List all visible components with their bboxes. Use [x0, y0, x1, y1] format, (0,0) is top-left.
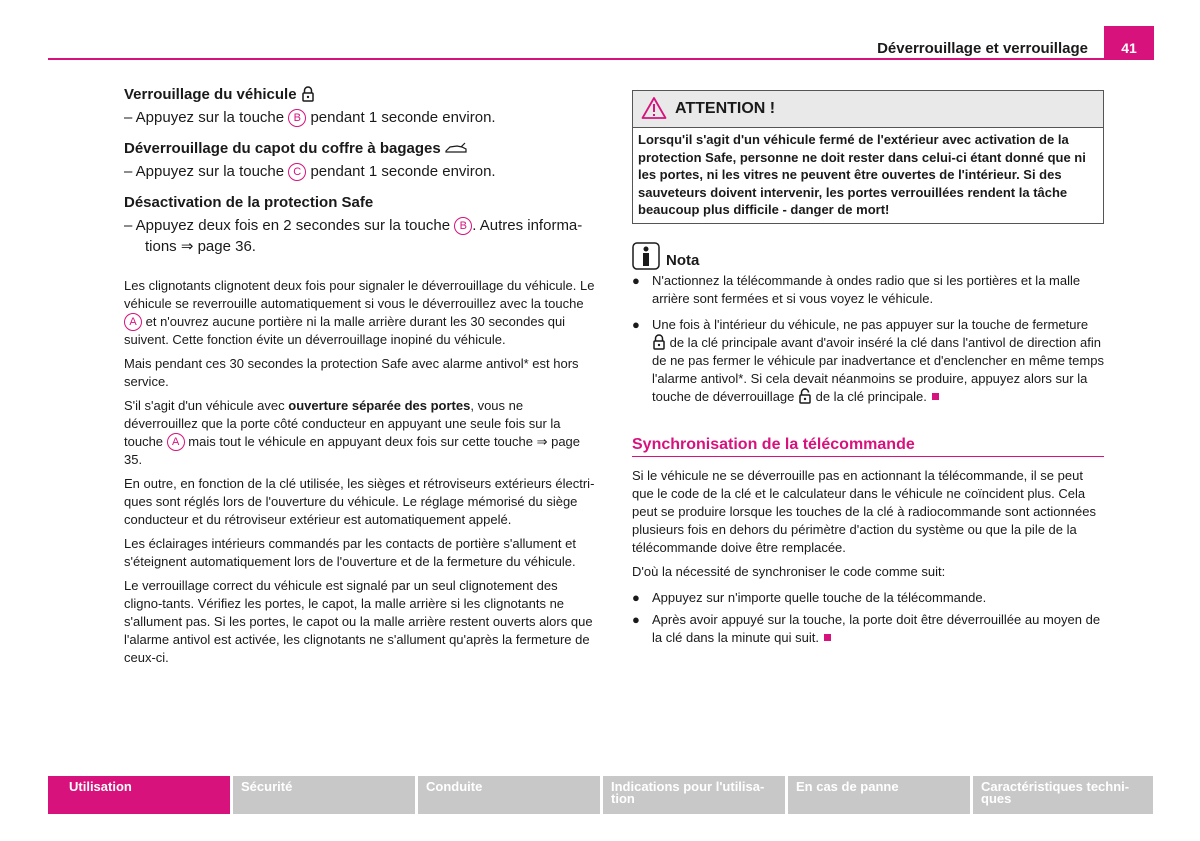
nota-bullet-2	[632, 316, 1104, 406]
sync-paragraph-1: Si le véhicule ne se déverrouille pas en actionnant la télécommande, il se peut que le code de la clé et le calculateur dans le véhicule ne coïncident plus. Cela peut se produire lorsque les touches de la clé à radiocommande sont actionnées plusieurs fois en dehors du périmètre d'action du système ou que la pile de la télécommande doive être remplacée.	[632, 467, 1096, 555]
paragraph-blink	[124, 277, 596, 349]
end-of-section-icon	[824, 634, 831, 641]
bullet-icon: ●	[632, 316, 640, 332]
footer-nav	[48, 776, 1153, 814]
paragraph-safe-off: Mais pendant ces 30 secondes la protection Safe avec alarme antivol* est hors service.	[124, 356, 579, 389]
tab-caracteristiques[interactable]	[973, 776, 1153, 814]
sync-bullet-1	[632, 589, 1104, 607]
nota-title: Nota	[666, 251, 700, 269]
paragraph-separate-doors	[124, 397, 596, 469]
heading-trunk-unlock	[124, 140, 596, 157]
key-a-icon: A	[167, 433, 185, 451]
tab-label: Conduite	[426, 779, 483, 794]
nota-header	[632, 242, 1104, 272]
key-b-icon: B	[288, 109, 306, 127]
tab-label: Sécurité	[241, 779, 293, 794]
warning-triangle-icon	[641, 96, 667, 120]
sync-paragraph-2: D'où la nécessité de synchroniser le code comme suit:	[632, 563, 946, 579]
section-title: Synchronisation de la télécommande	[632, 436, 1104, 457]
tab-securite[interactable]	[233, 776, 415, 814]
tab-en-cas-de-panne[interactable]	[788, 776, 970, 814]
paragraph-blink-text-end: et n'ouvrez aucune portière ni la malle arrière durant les 30 secondes qui suivent. Cette fonction évite un déverrouillage inopiné du véhicule.	[124, 314, 566, 347]
paragraph-memory: En outre, en fonction de la clé utilisée, les sièges et rétroviseurs extérieurs électri-ques sont réglés lors de l'ouverture du véhicule. Le réglage mémorisé du siège conducteur et du rétroviseur extérieur est automatiquement appelé.	[124, 476, 595, 527]
attention-box	[632, 90, 1104, 224]
attention-text: Lorsqu'il s'agit d'un véhicule fermé de l'extérieur avec activation de la protection Safe, personne ne doit rester dans celui-ci étant donné que ni les portes, ni les vitres ne peuvent être ouvertes de l'intérieur. Si des sauveteurs doivent intervenir, les portes verrouillées rendent la tâche beaucoup plus difficile - danger de mort!	[638, 132, 1086, 217]
sync-bullet-1-text: Appuyez sur n'importe quelle touche de la télécommande.	[652, 589, 987, 605]
key-c-icon: C	[288, 163, 306, 181]
paragraph-doors-bold: ouverture séparée des portes	[288, 398, 471, 413]
end-of-section-icon	[932, 393, 939, 400]
tab-label: Utilisation	[69, 779, 132, 794]
step-lock-text: – Appuyez sur la touche	[124, 109, 289, 126]
tab-label: Indications pour l'utilisa-	[611, 779, 765, 794]
tab-indications[interactable]	[603, 776, 785, 814]
paragraph-doors-text-mid: , vous ne déverrouillez que la porte côté conducteur en appuyant une seule fois sur la touche	[124, 398, 561, 449]
step-safe-text-end: . Autres informa-tions ⇒ page 36.	[145, 217, 583, 255]
lock-closed-icon	[652, 334, 666, 350]
header-rule	[48, 58, 1104, 60]
sync-bullet-2-text: Après avoir appuyé sur la touche, la porte doit être déverrouillée au moyen de la clé dans la minute qui suit.	[652, 611, 1101, 645]
right-column	[632, 90, 1104, 651]
nota-bullet-2-text-mid: de la clé principale avant d'avoir inséré la clé dans l'antivol de direction afin de ne pas fermer le véhicule par inadvertance et d'enclencher en même temps l'alarme antivol*. Si cela devait néanmoins se produire, appuyez alors sur la touche de déverrouillage	[652, 334, 1104, 404]
heading-safe-deactivation: Désactivation de la protection Safe	[124, 194, 374, 211]
info-icon	[632, 242, 660, 270]
sync-bullet-2	[632, 611, 1104, 647]
nota-bullet-1	[632, 272, 1104, 308]
paragraph-doors-text-end: mais tout le véhicule en appuyant deux fois sur cette touche ⇒ page 35.	[124, 434, 581, 467]
tab-conduite[interactable]	[418, 776, 600, 814]
nota-bullet-2-text-end: de la clé principale.	[812, 388, 927, 404]
attention-header	[633, 91, 1103, 128]
step-trunk	[124, 161, 596, 182]
tab-label-line2: tion	[611, 791, 635, 806]
key-b-icon: B	[454, 217, 472, 235]
paragraph-doors-text: S'il s'agit d'un véhicule avec	[124, 398, 289, 413]
lock-closed-icon	[301, 86, 315, 102]
key-a-icon: A	[124, 313, 142, 331]
step-lock-text-end: pendant 1 seconde environ.	[306, 109, 496, 126]
paragraph-lights: Les éclairages intérieurs commandés par les contacts de portière s'allument et s'éteignent automatiquement lors de l'ouverture et de la fermeture du véhicule.	[124, 536, 576, 569]
page-number: 41	[1104, 26, 1154, 60]
attention-title: ATTENTION !	[675, 100, 776, 117]
step-lock	[124, 107, 596, 128]
paragraph-lock-signal: Le verrouillage correct du véhicule est signalé par un seul clignotement des cligno-tants. Vérifiez les portes, le capot, la malle arrière si les clignotants ne s'allument pas. Si les portes, le capot ou la malle arrière restent ouverts alors que l'alarme antivol est activée, les clignotants ne s'allument qu'après la fermeture de ceux-ci.	[124, 578, 593, 665]
tab-label-line2: ques	[981, 791, 1012, 806]
lock-open-icon	[798, 388, 812, 404]
step-trunk-text: – Appuyez sur la touche	[124, 163, 289, 180]
step-trunk-text-end: pendant 1 seconde environ.	[306, 163, 496, 180]
heading-locking	[124, 86, 596, 103]
step-safe-text: – Appuyez deux fois en 2 secondes sur la touche	[124, 217, 455, 234]
step-safe	[124, 215, 596, 257]
bullet-icon: ●	[632, 272, 640, 288]
heading-locking-text: Verrouillage du véhicule	[124, 86, 297, 103]
nota-bullet-2-text: Une fois à l'intérieur du véhicule, ne pas appuyer sur la touche de fermeture	[652, 316, 1089, 332]
nota-bullet-1-text: N'actionnez la télécommande à ondes radio que si les portières et la malle arrière sont fermées et si vous voyez le véhicule.	[652, 272, 1081, 306]
page-header-title: Déverrouillage et verrouillage	[877, 40, 1088, 57]
tab-label: Caractéristiques techni-	[981, 779, 1130, 794]
tab-utilisation[interactable]	[48, 776, 230, 814]
tab-label: En cas de panne	[796, 779, 899, 794]
car-trunk-icon	[445, 142, 467, 154]
left-column	[124, 86, 596, 673]
bullet-icon: ●	[632, 589, 640, 605]
bullet-icon: ●	[632, 611, 640, 627]
heading-trunk-text: Déverrouillage du capot du coffre à bagages	[124, 140, 441, 157]
paragraph-blink-text: Les clignotants clignotent deux fois pour signaler le déverrouillage du véhicule. Le véhicule se reverrouille automatiquement si vous le déverrouillez avec la touche	[124, 278, 595, 311]
